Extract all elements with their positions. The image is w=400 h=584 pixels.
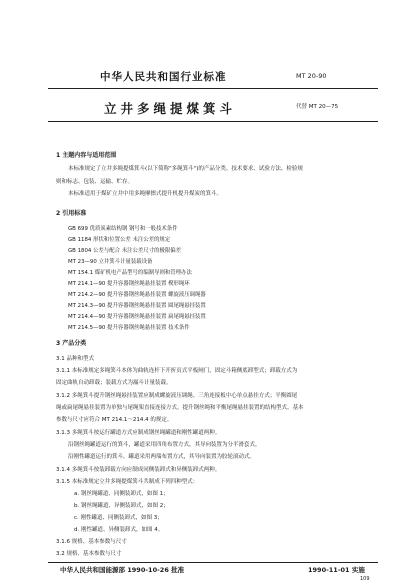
- clause-3-1-5: 3.1.5 本标准规定立井多绳提煤箕斗共制成下列四种型式：: [56, 479, 199, 485]
- clause-3-1-2-line-a: 3.1.2 多绳箕斗提升钢丝绳悬挂装置应制成螺旋液压调绳、三角连接板中心单点悬挂方式；平衡圆尾: [56, 393, 298, 399]
- clause-3-1-3-line-b: 沿钢丝绳罐道运行的箕斗，罐道采用四角布置方式，其导向装置为分半滑套式。: [68, 442, 261, 448]
- clause-3-1-1-line-a: 3.1.1 本标准规定多绳箕斗本体为曲轨连杆下开折页式平板闸门，固定斗箱侧底卸型式；卸载方式为: [56, 368, 298, 374]
- document-title: 立井多绳提煤箕斗: [104, 101, 237, 116]
- clause-3-1-4: 3.1.4 多绳箕斗按装卸载方向应制成同侧装卸式和异侧装卸式两种。: [56, 467, 221, 473]
- reference-item: MT 214.1—90 提升容器钢丝绳悬挂装置 楔形绳环: [68, 281, 190, 287]
- clause-3-1-2-line-c: 参数与尺寸应符合 MT 214.1～214.4 的规定。: [56, 417, 173, 423]
- reference-item: MT 214.2—90 提升容器钢丝绳悬挂装置 螺旋液压调绳器: [68, 292, 206, 298]
- header-rule: [48, 88, 378, 89]
- clause-3-1-6: 3.1.6 规格、基本参数与尺寸: [56, 539, 127, 545]
- section-2-heading: 2 引用标准: [56, 210, 87, 217]
- section-1-paragraph-1a: 本标准规定了立井多绳提煤箕斗(以下简称"多绳箕斗")的产品分类、技术要求、试验方法、检验规: [68, 166, 303, 172]
- doc-number: MT 20-90: [296, 72, 327, 80]
- list-item: b. 钢丝绳罐道、异侧装卸式，如图 2；: [74, 503, 169, 509]
- effective-date: 1990-11-01 实施: [308, 566, 365, 574]
- clause-3-1-3-line-a: 3.1.3 多绳箕斗按运行罐道方式应制成钢丝绳罐道和刚性罐道两种。: [56, 430, 221, 436]
- reference-item: MT 154.1 煤矿机电产品型号的编制导则和管理办法: [68, 270, 192, 276]
- reference-item: GB 1184 形状和位置公差 未注公差的规定: [68, 237, 171, 243]
- title-rule: [48, 121, 378, 122]
- reference-item: GB 699 优质炭素结构钢 钢号和一般技术条件: [68, 226, 178, 232]
- reference-item: GB 1804 公差与配合 未注公差尺寸的极限偏差: [68, 248, 181, 254]
- section-3-heading: 3 产品分类: [56, 340, 87, 347]
- footer-rule: [48, 562, 378, 563]
- reference-item: MT 214.4—90 提升容器钢丝绳悬挂装置 扁尾绳悬挂装置: [68, 314, 206, 320]
- replaces-note: 代替 MT 20—75: [296, 104, 339, 110]
- page-number: 109: [360, 576, 370, 582]
- reference-item: MT 214.3—90 提升容器钢丝绳悬挂装置 圆尾绳悬挂装置: [68, 303, 206, 309]
- section-1-paragraph-1b: 则和标志、包装、运输、贮存。: [56, 179, 134, 185]
- section-1-paragraph-2: 本标准适用于煤矿立井中用多绳摩擦式提升机提升煤炭的箕斗。: [68, 191, 223, 197]
- clause-3-1-heading: 3.1 品种和型式: [56, 356, 94, 362]
- list-item: a. 钢丝绳罐道、同侧装卸式，如图 1；: [74, 491, 169, 497]
- reference-item: MT 23—90 立井箕斗计量装载设备: [68, 259, 153, 265]
- approval-note: 中华人民共和国能源部 1990-10-26 批准: [60, 566, 185, 574]
- org-title: 中华人民共和国行业标准: [100, 71, 227, 83]
- reference-item: MT 214.5—90 提升容器钢丝绳悬挂装置 技术条件: [68, 325, 190, 331]
- clause-3-1-2-line-b: 绳或扁尾绳悬挂装置为单独与尾绳架直接连接方式。提升钢丝绳和平衡尾绳悬挂装置的结构型式、基本: [56, 405, 304, 411]
- clause-3-1-1-line-b: 固定曲轨自动卸载；装载方式为漏斗计量装载。: [56, 380, 172, 386]
- list-item: d. 刚性罐道、异侧装卸式，如图 4。: [74, 527, 164, 533]
- section-1-heading: 1 主题内容与适用范围: [56, 152, 117, 159]
- clause-3-1-3-line-c: 沿刚性罐道运行的箕斗，罐道采用两端布置方式，其导向装置为胶轮滚动式。: [68, 454, 256, 460]
- list-item: c. 刚性罐道、同侧装卸式，如图 3；: [74, 515, 163, 521]
- clause-3-2-heading: 3.2 规格、基本参数与尺寸: [56, 551, 122, 557]
